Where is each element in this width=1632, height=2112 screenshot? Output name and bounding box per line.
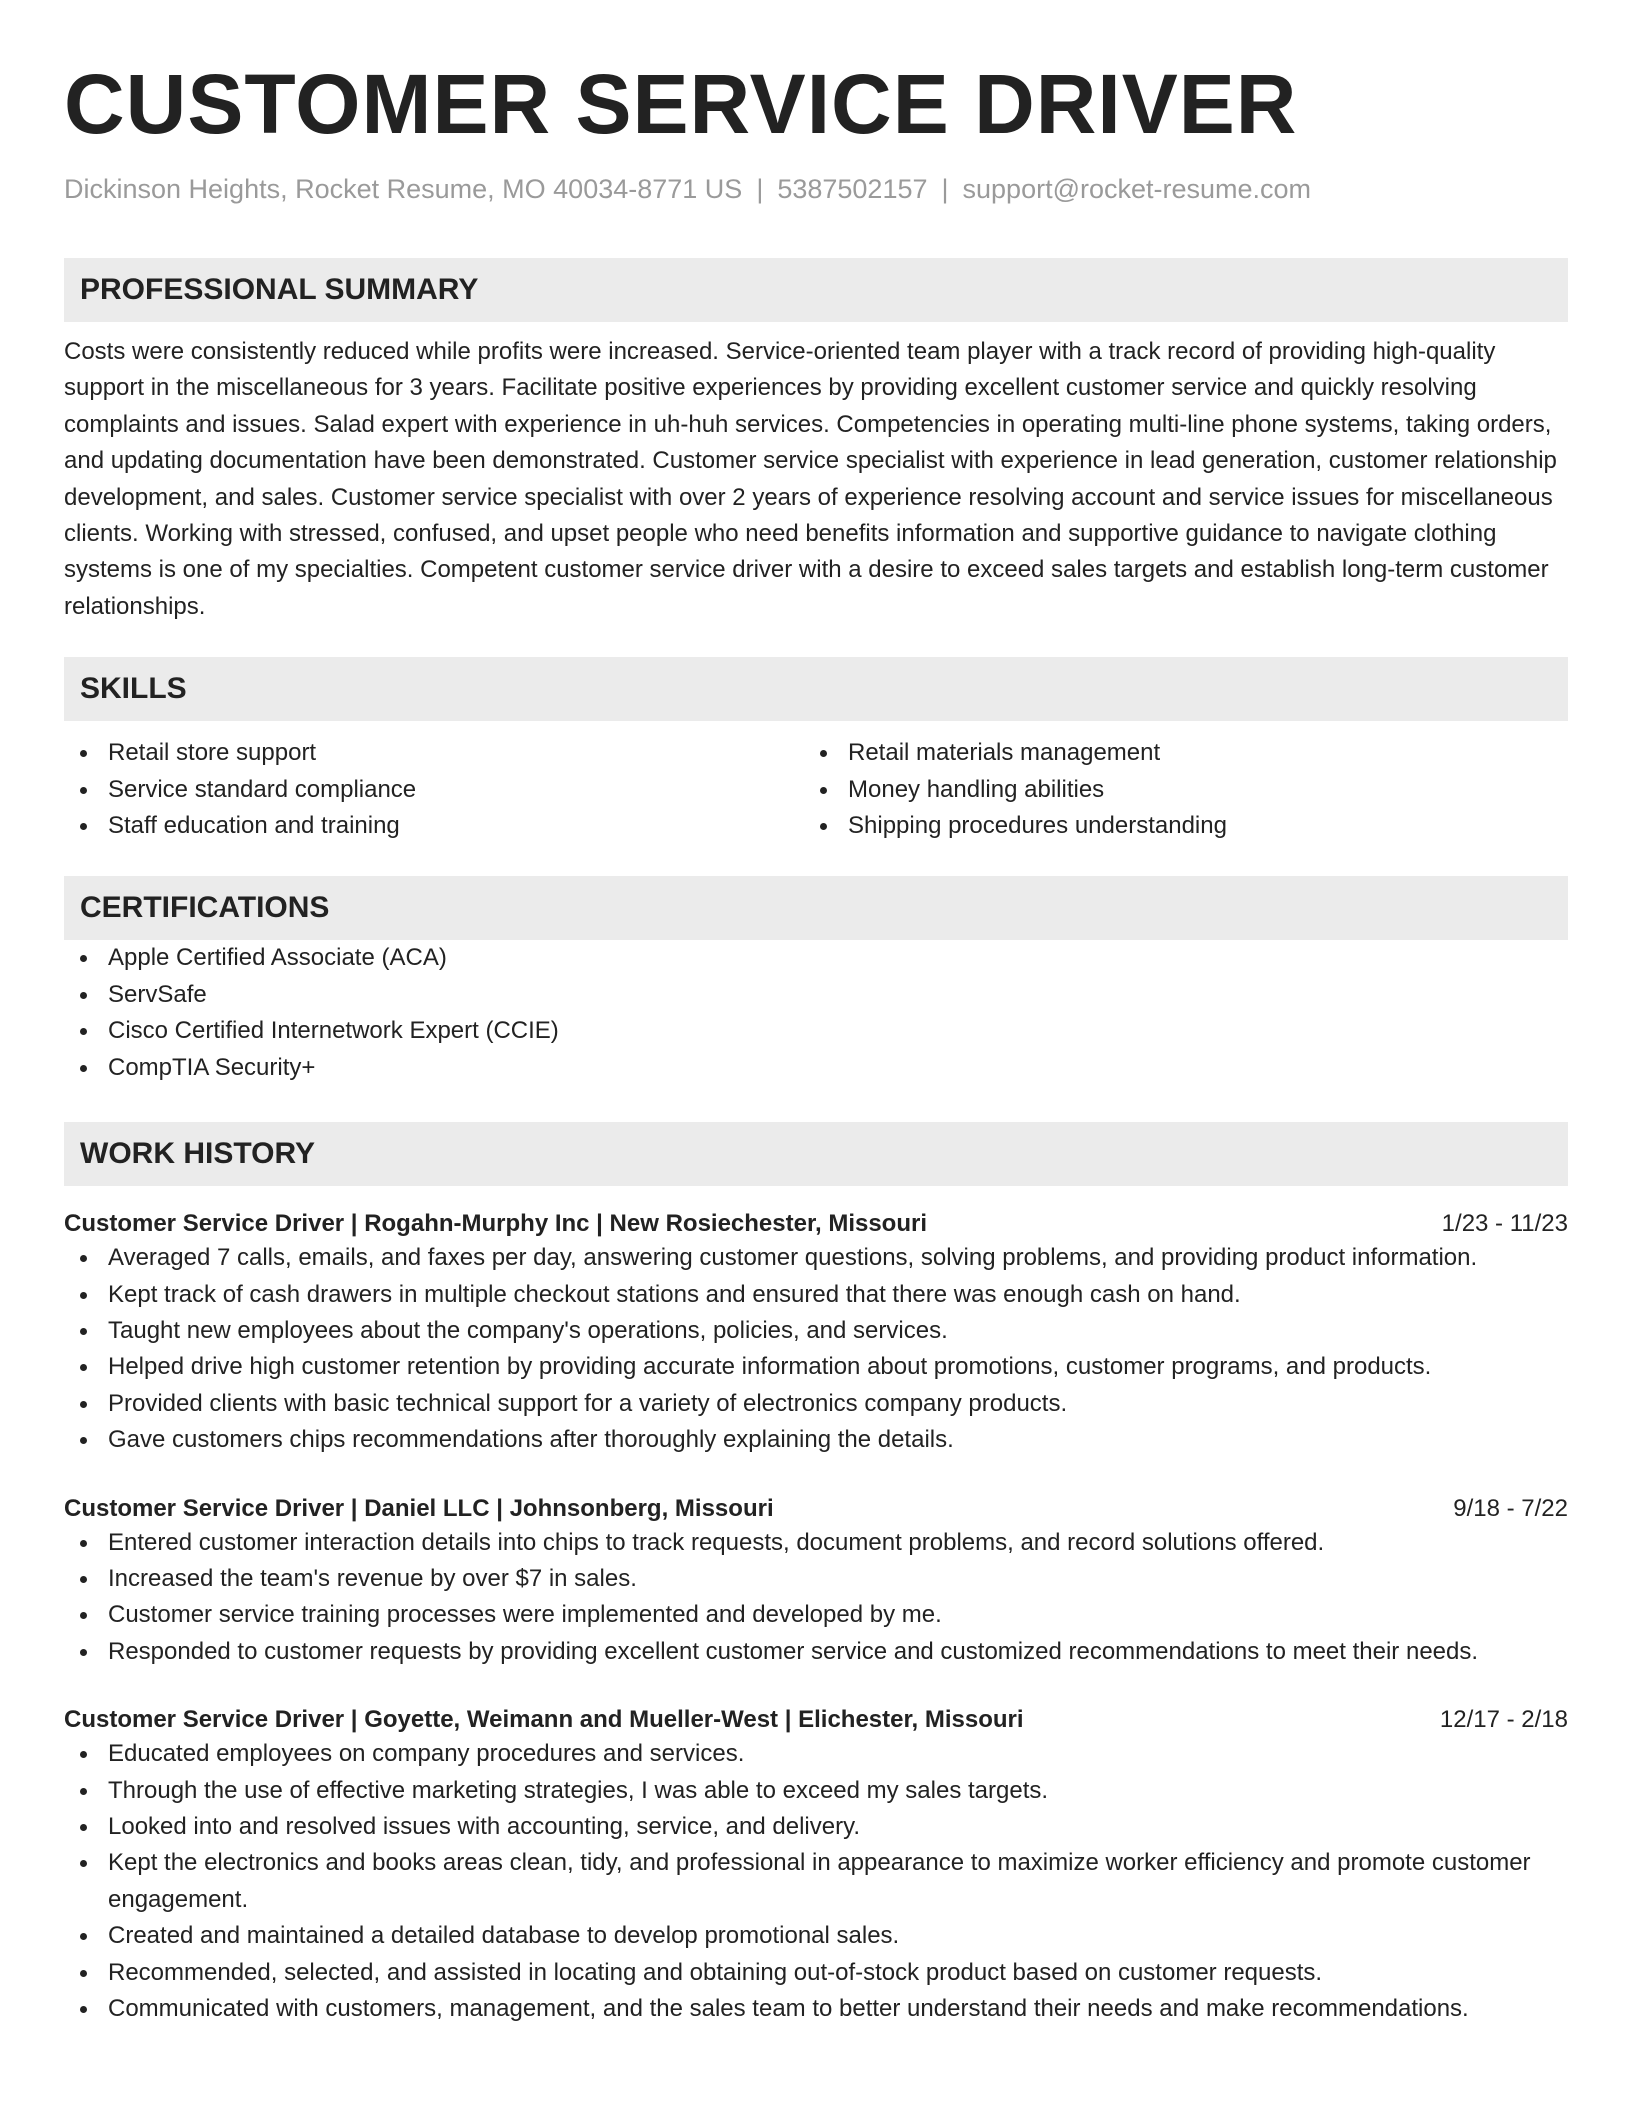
job-bullets [64, 1240, 1568, 1458]
job-entry [64, 1208, 1568, 1458]
contact-separator: | [756, 174, 764, 204]
certification-item: Apple Certified Associate (ACA) [64, 940, 1568, 976]
job-bullet: Kept track of cash drawers in multiple checkout stations and ensured that there was enough cash on hand. [64, 1277, 1568, 1313]
skill-item: Shipping procedures understanding [804, 808, 1544, 844]
contact-phone: 5387502157 [777, 174, 928, 204]
summary-text: Costs were consistently reduced while profits were increased. Service-oriented team player with a track record of providing high-quality support in the miscellaneous for 3 years. Facilitate positive experiences by providing excellent customer service and quickly resolving complaints and issues. Salad expert with experience in uh-huh services. Competencies in operating multi-line phone systems, taking orders, and updating documentation have been demonstrated. Customer service specialist with experience in lead generation, customer relationship development, and sales. Customer service specialist with over 2 years of experience resolving account and service issues for miscellaneous clients. Working with stressed, confused, and upset people who need benefits information and supportive guidance to navigate clothing systems is one of my specialties. Competent customer service driver with a desire to exceed sales targets and establish long-term customer relationships. [64, 338, 1557, 620]
contact-email: support@rocket-resume.com [962, 174, 1312, 204]
job-bullet: Through the use of effective marketing strategies, I was able to exceed my sales targets. [64, 1773, 1568, 1809]
skill-item: Staff education and training [64, 808, 804, 844]
job-bullet: Customer service training processes were implemented and developed by me. [64, 1597, 1568, 1633]
job-header [64, 1208, 1568, 1240]
job-bullet: Looked into and resolved issues with accounting, service, and delivery. [64, 1809, 1568, 1845]
job-bullet: Provided clients with basic technical support for a variety of electronics company products. [64, 1386, 1568, 1422]
job-bullet: Recommended, selected, and assisted in locating and obtaining out-of-stock product based on customer requests. [64, 1955, 1568, 1991]
job-bullets [64, 1736, 1568, 2027]
contact-separator: | [941, 174, 949, 204]
job-header [64, 1493, 1568, 1525]
skills-column-left [64, 735, 804, 844]
skill-item: Retail store support [64, 735, 804, 771]
certifications-list [64, 940, 1568, 1086]
job-bullet: Kept the electronics and books areas clean, tidy, and professional in appearance to maximize worker efficiency and promote customer engagement. [64, 1845, 1568, 1918]
job-bullet: Communicated with customers, management, and the sales team to better understand their needs and make recommendations. [64, 1991, 1568, 2027]
certification-item: ServSafe [64, 977, 1568, 1013]
skill-item: Money handling abilities [804, 772, 1544, 808]
job-bullet: Gave customers chips recommendations after thoroughly explaining the details. [64, 1422, 1568, 1458]
job-bullet: Helped drive high customer retention by providing accurate information about promotions, customer programs, and products. [64, 1349, 1568, 1385]
skills-list-right [804, 735, 1544, 844]
job-bullets [64, 1525, 1568, 1671]
certifications-heading: CERTIFICATIONS [64, 876, 1568, 940]
skill-item: Service standard compliance [64, 772, 804, 808]
job-dates: 1/23 - 11/23 [1441, 1210, 1568, 1238]
job-bullet: Taught new employees about the company's operations, policies, and services. [64, 1313, 1568, 1349]
job-entry [64, 1704, 1568, 2027]
job-bullet: Increased the team's revenue by over $7 in sales. [64, 1561, 1568, 1597]
job-bullet: Responded to customer requests by providing excellent customer service and customized recommendations to meet their needs. [64, 1634, 1568, 1670]
job-bullet: Entered customer interaction details into chips to track requests, document problems, and record solutions offered. [64, 1525, 1568, 1561]
job-dates: 9/18 - 7/22 [1453, 1494, 1568, 1522]
job-title: Customer Service Driver | Rogahn-Murphy Inc | New Rosiechester, Missouri [64, 1210, 928, 1238]
skills-grid [64, 735, 1568, 844]
job-title: Customer Service Driver | Goyette, Weimann and Mueller-West | Elichester, Missouri [64, 1706, 1024, 1734]
job-bullet: Averaged 7 calls, emails, and faxes per day, answering customer questions, solving problems, and providing product information. [64, 1240, 1568, 1276]
resume-name: CUSTOMER SERVICE DRIVER [64, 57, 1298, 151]
contact-address: Dickinson Heights, Rocket Resume, MO 40034-8771 US [64, 174, 743, 204]
job-dates: 12/17 - 2/18 [1439, 1706, 1568, 1734]
certification-item: CompTIA Security+ [64, 1050, 1568, 1086]
job-bullet: Educated employees on company procedures and services. [64, 1736, 1568, 1772]
work-history-heading: WORK HISTORY [64, 1122, 1568, 1186]
job-bullet: Created and maintained a detailed database to develop promotional sales. [64, 1918, 1568, 1954]
job-entry [64, 1493, 1568, 1671]
certification-item: Cisco Certified Internetwork Expert (CCIE) [64, 1013, 1568, 1049]
summary-heading: PROFESSIONAL SUMMARY [64, 258, 1568, 322]
skills-list-left [64, 735, 804, 844]
skills-column-right [804, 735, 1544, 844]
contact-line [64, 172, 1568, 206]
job-header [64, 1704, 1568, 1736]
skill-item: Retail materials management [804, 735, 1544, 771]
job-title: Customer Service Driver | Daniel LLC | Johnsonberg, Missouri [64, 1494, 774, 1522]
skills-heading: SKILLS [64, 657, 1568, 721]
